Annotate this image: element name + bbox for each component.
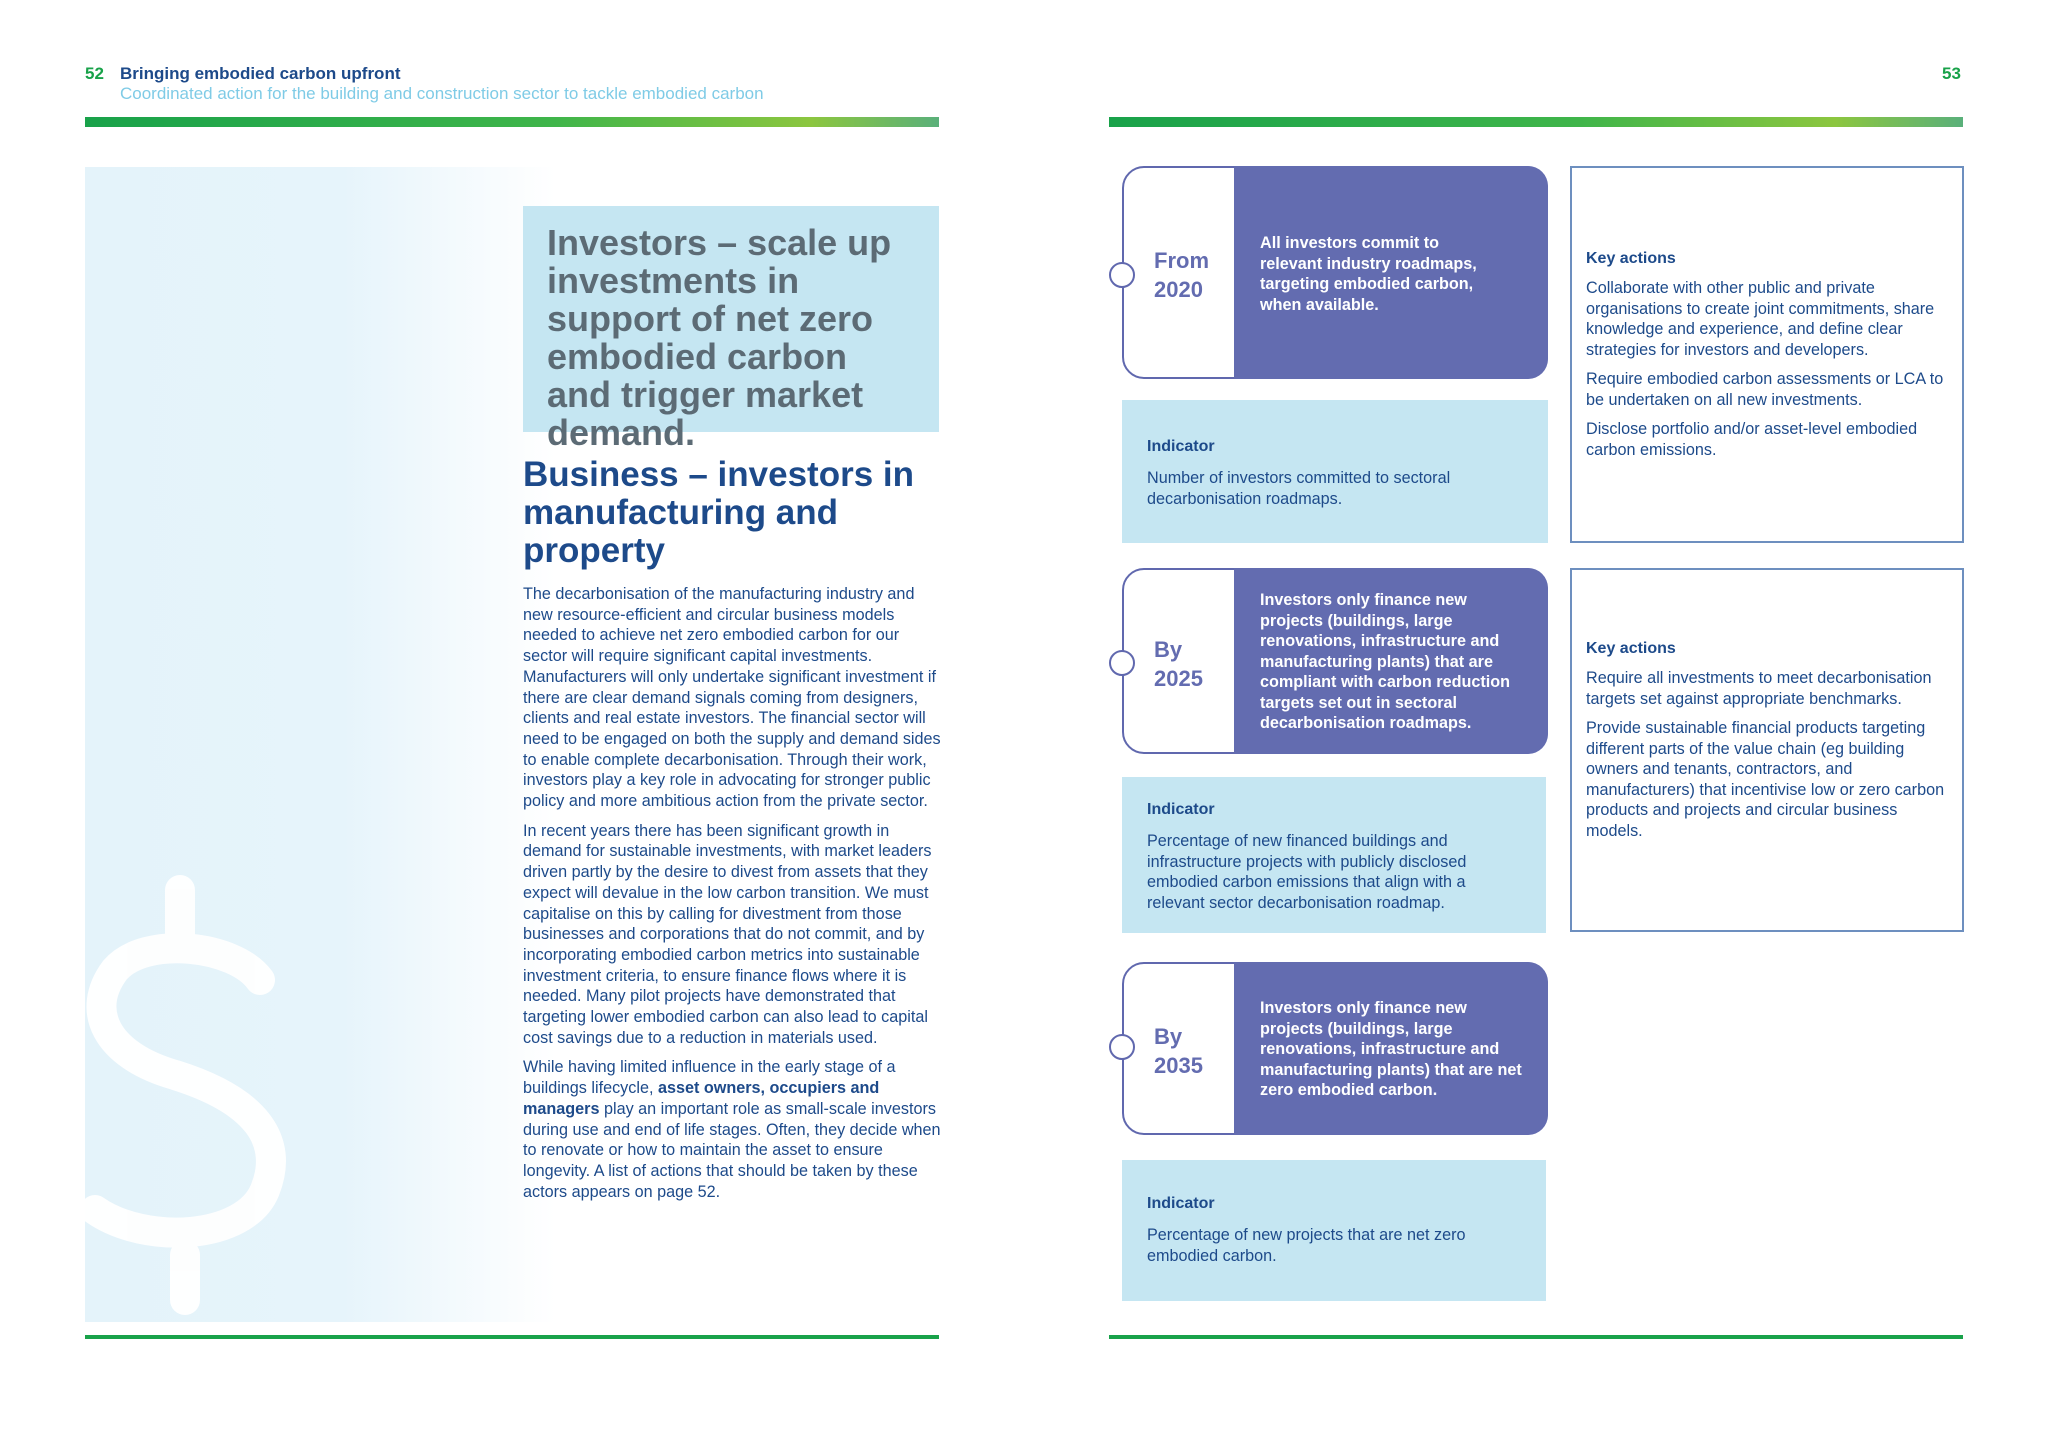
timeline-node-icon bbox=[1109, 650, 1135, 676]
indicator-3-text: Percentage of new projects that are net zero embodied carbon. bbox=[1147, 1226, 1466, 1265]
milestone-2035-text: Investors only finance new projects (buildings, large renovations, infrastructure and manufacturing plants) that are net zero embodied carbon. bbox=[1260, 999, 1522, 1099]
paragraph-3-bold: asset owners, occupiers and managers bbox=[523, 1079, 880, 1118]
milestone-2025-label bbox=[1154, 635, 1203, 693]
milestone-2020-label bbox=[1154, 246, 1209, 304]
milestone-2035-label-line1: By bbox=[1154, 1024, 1183, 1049]
milestone-2020-text: All investors commit to relevant industry roadmaps, targeting embodied carbon, when available. bbox=[1260, 234, 1477, 314]
indicator-2-text: Percentage of new financed buildings and infrastructure projects with publicly disclosed embodied carbon emissions that align with a relevant sector decarbonisation roadmap. bbox=[1147, 832, 1467, 912]
paragraph-3-start: While having limited influence in the early stage of a buildings lifecycle, bbox=[523, 1058, 896, 1098]
body-text bbox=[523, 584, 943, 1211]
indicator-3-title: Indicator bbox=[1147, 1195, 1215, 1212]
body-paragraph-1: The decarbonisation of the manufacturing industry and new resource-efficient and circular business models needed to achieve net zero embodied carbon for our sector will require significant capital investments. Manufacturers will only undertake significant investment if there are clear demand signals coming from designers, clients and real estate investors. The financial sector will need to be engaged on both the supply and demand sides to enable complete decarbonisation. Through their work, investors play a key role in advocating for stronger public policy and more ambitious action from the private sector. bbox=[523, 585, 941, 811]
body-paragraph-2: In recent years there has been significant growth in demand for sustainable investments, with market leaders driven partly by the desire to divest from assets that they expect will devalue in the low carbon transition. We must capitalise on this by calling for divestment from those businesses and corporations that do not commit, and by incorporating embodied carbon metrics into sustainable investment criteria, to ensure finance flows where it is needed. Many pilot projects have demonstrated that targeting lower embodied carbon can also lead to capital cost savings due to a reduction in materials used. bbox=[523, 821, 932, 1047]
key-actions-box-2 bbox=[1570, 568, 1964, 932]
document-subtitle: Coordinated action for the building and construction sector to tackle embodied carbon bbox=[120, 84, 764, 103]
milestone-2025-text: Investors only finance new projects (buildings, large renovations, infrastructure and manufacturing plants) that are compliant with carbon reduction targets set out in sectoral decarbonisation roadmaps. bbox=[1260, 591, 1511, 732]
indicator-box-2 bbox=[1122, 777, 1546, 933]
page-number-right: 53 bbox=[1942, 64, 1961, 83]
indicator-box-1 bbox=[1122, 400, 1548, 543]
milestone-2020-label-line1: From bbox=[1154, 248, 1209, 273]
key-action-item: Provide sustainable financial products targeting different parts of the value chain (eg building owners and tenants, contractors, and manufacturers) that incentivise low or zero carbon products and projects and circular business models. bbox=[1586, 719, 1945, 840]
section-heading: Business – investors in manufacturing and property bbox=[523, 455, 914, 570]
indicator-2-title: Indicator bbox=[1147, 801, 1215, 818]
header-rule-right bbox=[1109, 117, 1963, 127]
milestone-2020 bbox=[1122, 166, 1548, 379]
key-action-item: Disclose portfolio and/or asset-level embodied carbon emissions. bbox=[1586, 420, 1918, 459]
milestone-2025-label-line1: By bbox=[1154, 637, 1183, 662]
key-action-item: Collaborate with other public and private organisations to create joint commitments, share knowledge and experience, and define clear strategies for investors and developers. bbox=[1586, 279, 1935, 359]
key-actions-2-title: Key actions bbox=[1586, 640, 1676, 657]
header-rule-left bbox=[85, 117, 939, 127]
timeline-node-icon bbox=[1109, 1034, 1135, 1060]
indicator-1-text: Number of investors committed to sectoral decarbonisation roadmaps. bbox=[1147, 469, 1451, 508]
key-actions-box-1 bbox=[1570, 166, 1964, 543]
indicator-box-3 bbox=[1122, 1160, 1546, 1301]
milestone-2020-label-line2: 2020 bbox=[1154, 277, 1203, 302]
milestone-2035 bbox=[1122, 962, 1548, 1135]
page-number-left: 52 bbox=[85, 64, 104, 83]
key-action-item: Require all investments to meet decarbonisation targets set against appropriate benchmarks. bbox=[1586, 669, 1932, 708]
key-actions-1-title: Key actions bbox=[1586, 250, 1676, 267]
footer-rule-right bbox=[1109, 1335, 1963, 1339]
body-paragraph-3 bbox=[523, 1057, 943, 1202]
key-action-item: Require embodied carbon assessments or LCA to be undertaken on all new investments. bbox=[1586, 370, 1944, 409]
milestone-2025 bbox=[1122, 568, 1548, 754]
timeline-node-icon bbox=[1109, 262, 1135, 288]
milestone-2035-label bbox=[1154, 1022, 1203, 1080]
milestone-2035-label-line2: 2035 bbox=[1154, 1053, 1203, 1078]
dollar-icon bbox=[85, 860, 325, 1320]
callout-text: Investors – scale up investments in support of net zero embodied carbon and trigger market demand. bbox=[547, 222, 892, 453]
paragraph-3-end: play an important role as small-scale investors during use and end of life stages. Often, they decide when to renovate or how to maintain the asset to ensure longevity. A list of actions that should be taken by these actors appears on page 52. bbox=[523, 1099, 941, 1201]
indicator-1-title: Indicator bbox=[1147, 438, 1215, 455]
footer-rule-left bbox=[85, 1335, 939, 1339]
milestone-2025-label-line2: 2025 bbox=[1154, 666, 1203, 691]
document-title: Bringing embodied carbon upfront bbox=[120, 64, 401, 83]
callout-box bbox=[523, 206, 939, 453]
